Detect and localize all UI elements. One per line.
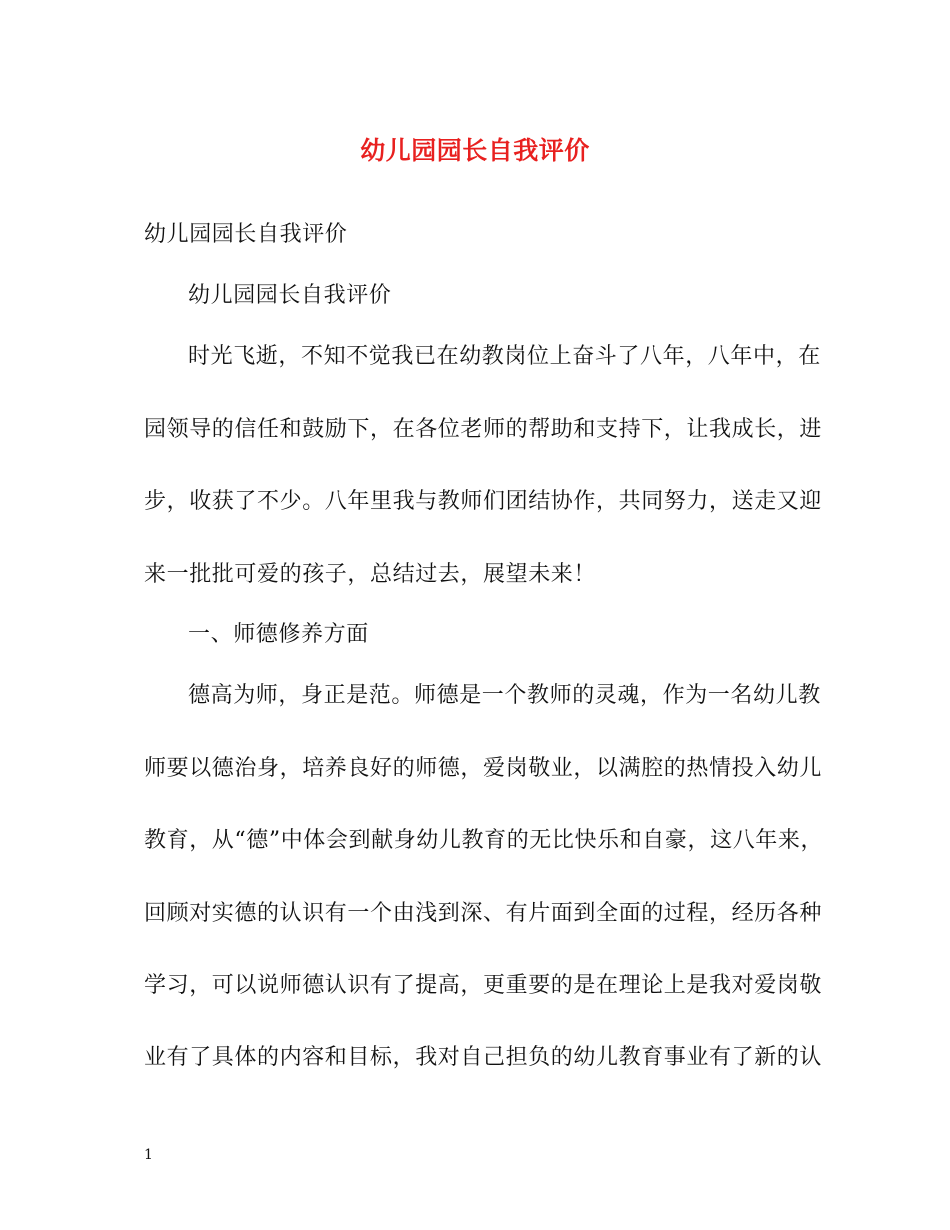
section-heading: 一、师德修养方面 (188, 622, 369, 647)
page-number: 1 (144, 1147, 153, 1163)
paragraph-line: 师要以德治身，培养良好的师德，爱岗敬业，以满腔的热情投入幼儿 (144, 756, 823, 781)
paragraph-line: 回顾对实德的认识有一个由浅到深、有片面到全面的过程，经历各种 (144, 901, 823, 926)
paragraph-line: 教育，从“德”中体会到献身幼儿教育的无比快乐和自豪，这八年来， (144, 828, 824, 853)
section-heading: 幼儿园园长自我评价 (144, 222, 348, 247)
document-title: 幼儿园园长自我评价 (360, 136, 590, 165)
paragraph-line: 德高为师，身正是范。师德是一个教师的灵魂，作为一名幼儿教 (188, 683, 821, 708)
paragraph-line: 时光飞逝，不知不觉我已在幼教岗位上奋斗了八年，八年中，在 (188, 344, 821, 369)
paragraph-line: 业有了具体的内容和目标，我对自己担负的幼儿教育事业有了新的认 (144, 1045, 823, 1070)
paragraph-line: 园领导的信任和鼓励下，在各位老师的帮助和支持下，让我成长，进 (144, 417, 823, 442)
paragraph-line: 来一批批可爱的孩子，总结过去，展望未来！ (144, 562, 597, 587)
paragraph-line: 步，收获了不少。八年里我与教师们团结协作，共同努力，送走又迎 (144, 489, 823, 514)
subtitle-line: 幼儿园园长自我评价 (188, 283, 392, 308)
paragraph-line: 学习，可以说师德认识有了提高，更重要的是在理论上是我对爱岗敬 (144, 973, 823, 998)
